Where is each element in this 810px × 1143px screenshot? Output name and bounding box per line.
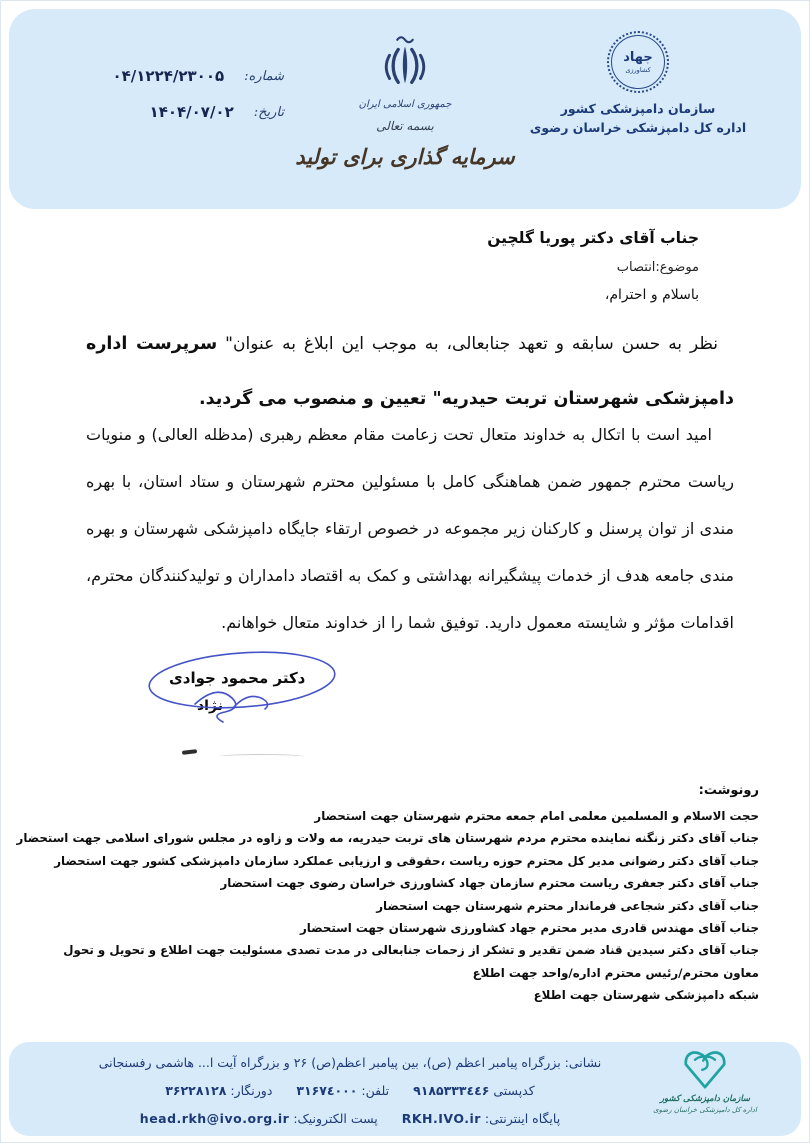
cc-item: جناب آقای دکتر رضوانی مدیر کل محترم حوزه ریاست ،حقوقی و ارزیابی عملکرد سازمان دامپزشکی کشور جهت استحضار bbox=[54, 853, 759, 868]
address-text: نشانی: بزرگراه پیامبر اعظم (ص)، بین پیامبر اعظم(ص) ۲۶ و بزرگراه آیت ا... هاشمی رفسنجانی bbox=[98, 1055, 602, 1070]
signature-dash-mark bbox=[182, 749, 197, 754]
footer-phone-line bbox=[64, 1078, 636, 1104]
appointment-title-bold: سرپرست اداره دامپزشکی شهرستان تربت حیدریه" bbox=[86, 334, 734, 409]
footer-address-line bbox=[64, 1050, 636, 1076]
cc-list bbox=[17, 805, 759, 1007]
signer-name-line1: دکتر محمود جوادی bbox=[169, 669, 306, 687]
phone-value: ۳۱۶۷٤۰۰۰ bbox=[296, 1083, 358, 1098]
veterinary-org-logo-icon bbox=[682, 1047, 728, 1089]
jahad-logo-text: جهاد bbox=[623, 49, 653, 65]
cc-item: جناب آقای دکتر جعفری ریاست محترم سازمان جهاد کشاورزی خراسان رضوی جهت استحضار bbox=[220, 876, 759, 891]
jahad-logo-subtext: کشاورزی bbox=[625, 65, 651, 74]
letter-number-label: شماره: bbox=[244, 68, 284, 84]
email-label: پست الکترونیک: bbox=[293, 1111, 378, 1126]
fax-value: ۳۶۲۲۸۱۲۸ bbox=[165, 1083, 227, 1098]
fax-label: دورنگار: bbox=[230, 1083, 273, 1098]
website-label: پایگاه اینترنتی: bbox=[484, 1111, 561, 1126]
postal-value: ۹۱۸۵۳۳۳٤٤۶ bbox=[413, 1083, 490, 1098]
letter-date-value: ۱۴۰۴/۰۷/۰۲ bbox=[149, 103, 234, 121]
cc-item: جناب آقای مهندس قادری مدیر محترم جهاد کشاورزی شهرستان جهت استحضار bbox=[299, 921, 759, 936]
salutation: باسلام و احترام، bbox=[604, 287, 699, 303]
vet-org-logo-block bbox=[645, 1047, 765, 1114]
footer-band bbox=[9, 1042, 801, 1136]
cc-item: شبکه دامپزشکی شهرستان جهت اطلاع bbox=[533, 988, 759, 1003]
email-value: head.rkh@ivo.org.ir bbox=[139, 1111, 290, 1126]
besmeh-taali: بسمه تعالی bbox=[376, 119, 434, 133]
scan-artifact-line bbox=[219, 754, 304, 759]
website-value: RKH.IVO.ir bbox=[401, 1111, 481, 1126]
signer-name-line2: نژاد bbox=[197, 698, 223, 714]
vet-logo-caption-2: اداره کل دامپزشکی خراسان رضوی bbox=[653, 1106, 757, 1114]
letter-number-value: ۰۴/۱۲۲۴/۲۳۰۰۵ bbox=[112, 67, 225, 85]
wishes-paragraph: امید است با اتکال به خداوند متعال تحت زعامت مقام معظم رهبری (مدظله العالی) و منویات ریاست محترم جمهور ضمن هماهنگی کامل با مسئولین محترم شهرستان و ستاد استان، با بهره مندی از توان پرسنل و کارکنان زیر مجموعه در خصوص ارتقاء جایگاه دامپزشکی شهرستان و بهره مندی جامعه هدف از خدمات پیشگیرانه بهداشتی و کمک به اقتصاد دامداران و تولیدکنندگان محترم، اقدامات مؤثر و شایسته معمول دارید. توفیق شما را از خداوند متعال خواهانم. bbox=[86, 425, 734, 632]
jahad-keshavarzi-logo bbox=[611, 35, 665, 89]
iran-emblem-icon bbox=[378, 33, 432, 93]
org-branch-name: اداره کل دامپزشکی خراسان رضوی bbox=[529, 120, 747, 135]
subject-line: موضوع:انتصاب bbox=[616, 260, 699, 275]
republic-caption: جمهوری اسلامی ایران bbox=[358, 99, 452, 110]
cc-item: معاون محترم/رئیس محترم اداره/واحد جهت اطلاع bbox=[472, 965, 759, 980]
org-name: سازمان دامپزشکی کشور bbox=[560, 101, 716, 116]
cc-item: جناب آقای دکتر زنگنه نماینده محترم مردم شهرستان های تربت حیدریه، مه ولات و زاوه در مجلس شورای اسلامی جهت استحضار bbox=[16, 831, 759, 846]
footer-contact-block bbox=[64, 1050, 636, 1134]
letterhead-band bbox=[9, 9, 801, 209]
letter-date-label: تاریخ: bbox=[253, 104, 284, 120]
cc-item: جناب آقای دکتر سیدین قناد ضمن تقدیر و تشکر از زحمات جنابعالی در مدت تصدی مسئولیت جهت اطلاع و تحویل و تحول bbox=[63, 943, 759, 958]
phone-label: تلفن: bbox=[361, 1083, 390, 1098]
cc-section bbox=[17, 783, 759, 1007]
postal-label: کدپستی bbox=[493, 1083, 535, 1098]
appointment-text-normal: نظر به حسن سابقه و تعهد جنابعالی، به موجب این ابلاغ به عنوان" bbox=[217, 334, 718, 354]
cc-item: حجت الاسلام و المسلمین معلمی امام جمعه محترم شهرستان جهت استحضار bbox=[314, 809, 759, 823]
footer-web-line bbox=[64, 1106, 636, 1132]
recipient-name: جناب آقای دکتر پوریا گلچین bbox=[487, 229, 699, 247]
year-slogan: سرمایه گذاری برای تولید bbox=[295, 144, 515, 169]
cc-title: رونوشت: bbox=[698, 783, 759, 798]
signature-ink-icon bbox=[137, 646, 352, 741]
appointment-verb-bold: تعیین و منصوب می گردید. bbox=[198, 389, 427, 409]
cc-item: جناب آقای دکتر شجاعی فرماندار محترم شهرستان جهت استحضار bbox=[376, 898, 759, 913]
vet-logo-caption-1: سازمان دامپزشکی کشور bbox=[659, 1094, 751, 1104]
org-block bbox=[523, 35, 753, 137]
